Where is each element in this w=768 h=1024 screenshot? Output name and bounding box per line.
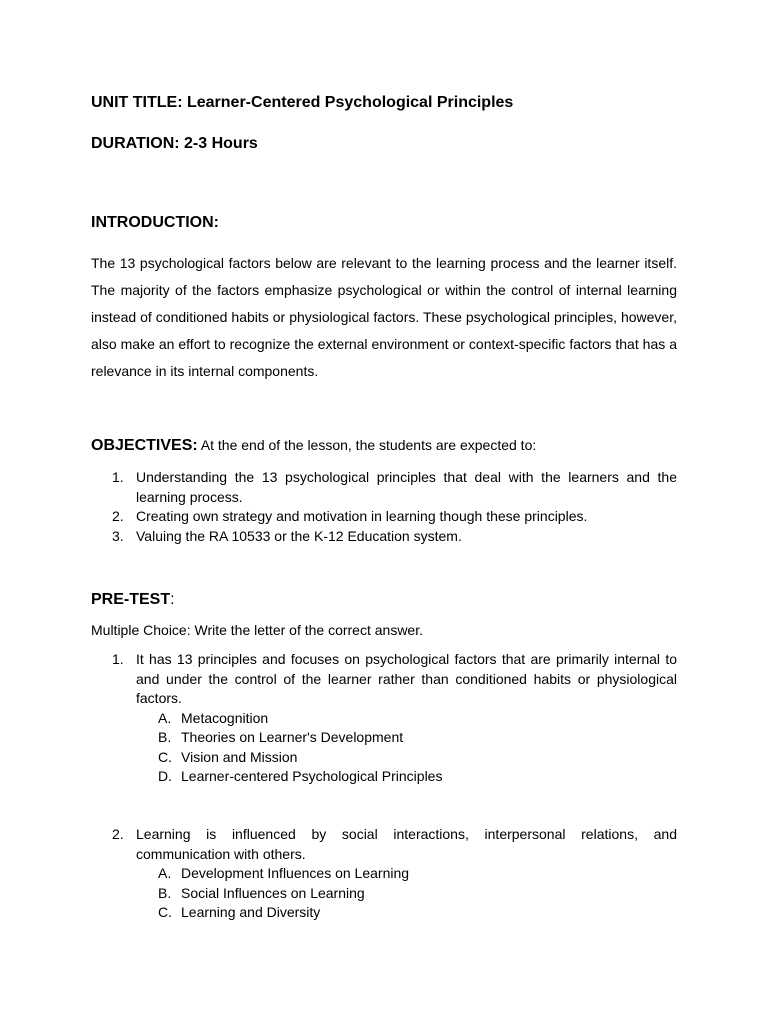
unit-title: UNIT TITLE: Learner-Centered Psychological Principles [91,94,514,111]
pretest-heading: PRE-TEST [91,591,171,608]
choice-item [91,864,677,884]
choice-item [91,884,677,904]
choice-list [91,864,677,923]
introduction-paragraph: The 13 psychological factors below are relevant to the learning process and the learner itself. The majority of the factors emphasize psychological or within the control of internal learning instead of conditioned habits or physiological factors. These psychological principles, however, also make an effort to recognize the external environment or context-specific factors that has a relevance in its internal components. [91,255,677,379]
question-2 [91,825,677,923]
objective-text: Valuing the RA 10533 or the K-12 Education system. [136,527,462,544]
pretest-instruction: Multiple Choice: Write the letter of the correct answer. [91,622,423,638]
choice-letter: B. [158,729,172,745]
objective-item [91,507,677,527]
question-1 [91,650,677,787]
choice-item [91,709,677,729]
choice-letter: D. [158,768,172,784]
choice-text: Vision and Mission [181,748,298,765]
question-stem [91,650,677,709]
objectives-line [91,437,536,455]
choice-text: Metacognition [181,709,269,726]
choice-text: Learner-centered Psychological Principles [181,768,443,784]
choice-text: Development Influences on Learning [181,865,410,881]
choice-text: Social Influences on Learning [181,884,365,901]
question-number: 2. [112,826,124,842]
objective-number: 1. [112,469,124,485]
objective-number: 2. [112,508,124,524]
choice-text: Theories on Learner's Development [181,729,404,745]
question-number: 1. [112,651,124,667]
question-text: It has 13 principles and focuses on psychological factors that are primarily internal to and under the control of the learner rather than conditioned habits or physiological factors. [136,651,677,706]
choice-letter: B. [158,884,172,901]
objective-text: Creating own strategy and motivation in learning though these principles. [136,508,588,524]
objective-item [91,527,677,547]
question-stem [91,825,677,864]
introduction-heading: INTRODUCTION: [91,214,219,231]
choice-item [91,767,677,787]
choice-letter: C. [158,748,172,765]
objective-text: Understanding the 13 psychological principles that deal with the learners and the learning process. [136,469,677,505]
choice-letter: C. [158,904,172,920]
choice-list [91,709,677,787]
objective-number: 3. [112,527,124,544]
choice-item [91,728,677,748]
choice-text: Learning and Diversity [181,904,321,920]
question-text: Learning is influenced by social interactions, interpersonal relations, and communication with others. [136,826,677,862]
choice-item [91,748,677,768]
objectives-list [91,468,677,546]
objectives-intro: At the end of the lesson, the students are expected to: [197,437,537,453]
choice-letter: A. [158,865,172,881]
duration: DURATION: 2-3 Hours [91,135,258,152]
choice-item [91,903,677,923]
choice-letter: A. [158,709,172,726]
objectives-heading: OBJECTIVES: [91,437,198,454]
pretest-colon: : [170,591,175,608]
pretest-heading-line [91,591,175,609]
objective-item [91,468,677,507]
